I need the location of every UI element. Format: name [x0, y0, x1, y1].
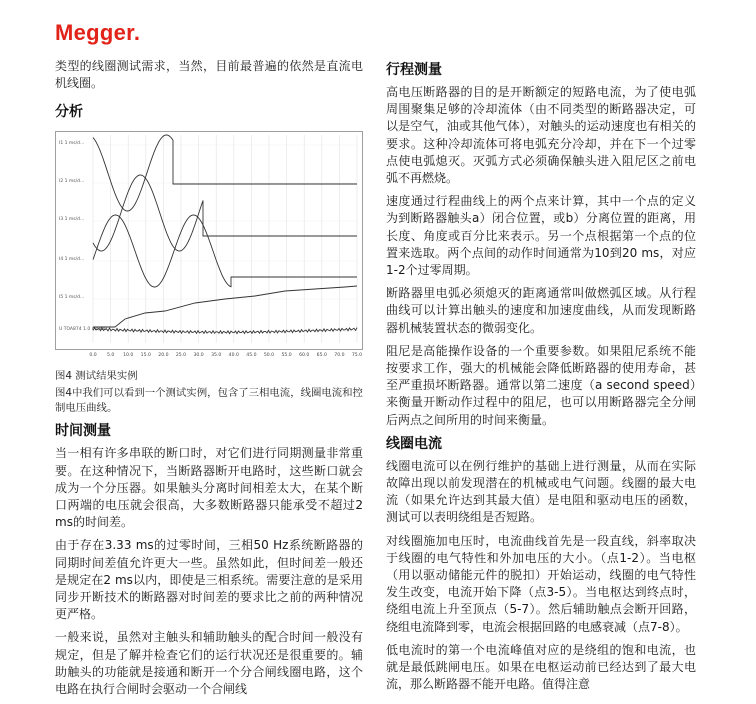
x-axis-ticks	[89, 352, 362, 358]
figure-caption-title: 图4 测试结果实例	[55, 370, 138, 383]
timing-paragraph-1: 当一相有许多串联的断口时，对它们进行同期测量非常重要。在这种情况下，当断路器断开电路时，这些断口就会成为一个分压器。如果触头分离时间相差太大，在某个断口两端的电压就会很高，大多数断路器只能承受不超过2 ms的时间差。	[55, 446, 363, 530]
x-tick-label: 35.0	[211, 353, 222, 359]
x-tick-label: 25.0	[175, 353, 187, 359]
test-result-figure	[55, 131, 363, 365]
x-tick-label: 20.0	[158, 353, 169, 359]
x-tick-label: 55.0	[281, 353, 292, 359]
x-tick-label: 0.0	[89, 353, 97, 359]
left-column	[55, 58, 363, 704]
travel-paragraph-2: 速度通过行程曲线上的两个点来计算，其中一个点的定义为到断路器触头a）闭合位置，或b）分离位置的距离，用长度、角度或百分比来表示。另一个点根据第一个点的位置来选取。两个点间的动作时间通常为10到20 ms，对应1-2个过零周期。	[386, 194, 696, 278]
trace-label: I5 1 ms/d...	[59, 295, 85, 301]
timing-paragraph-2: 由于存在3.33 ms的过零时间，三相50 Hz系统断路器的同期时间差值允许更大一些。虽然如此，但时间差一般还是规定在2 ms以内，即使是三相系统。需要注意的是采用同步开断技术的断路器对时间差的要求比之前的两种情况更严格。	[55, 538, 363, 622]
coil-paragraph-2: 对线圈施加电压时，电流曲线首先是一段直线，斜率取决于线圈的电气特性和外加电压的大小。（点1-2）。当电枢（用以驱动储能元件的脱扣）开始运动，线圈的电气特性发生改变，电流开始下降（点3-5）。当电枢达到终点时，绕组电流上升至顶点（5-7）。然后辅助触点会断开回路，绕组电流降到零，电流会根据回路的电感衰减（点7-8）。	[386, 533, 696, 634]
trace-label: I1 1 ms/d...	[59, 141, 85, 147]
x-tick-label: 75.0	[351, 353, 363, 359]
logo-text: Megger	[55, 20, 134, 45]
travel-paragraph-1: 高电压断路器的目的是开断额定的短路电流，为了使电弧周围聚集足够的冷却流体（由不同类型的断路器决定，可以是空气，油或其他气体），对触头的运动速度也有相关的要求。这种冷却流体可将电弧充分冷却，并在下一个过零点使电弧熄灭。灭弧方式必须确保触头进入阻尼区之前电弧不再燃烧。	[386, 85, 696, 186]
x-tick-label: 65.0	[316, 353, 327, 359]
x-tick-label: 40.0	[228, 353, 239, 359]
waveform-plot	[55, 131, 363, 365]
trace-label: I3 1 ms/d...	[59, 217, 85, 223]
timing-paragraph-3: 一般来说，虽然对主触头和辅助触头的配合时间一般没有规定，但是了解并检查它们的运行状况还是很重要的。辅助触头的功能就是接通和断开一个分合闸线圈电路，这个电路在执行合闸时会驱动一个合闸线	[55, 630, 363, 697]
trace-label: I2 1 ms/d...	[59, 179, 85, 185]
analysis-heading: 分析	[55, 104, 83, 121]
x-tick-label: 30.0	[193, 353, 204, 359]
x-tick-label: 50.0	[263, 353, 275, 359]
x-tick-label: 45.0	[246, 353, 257, 359]
travel-paragraph-3: 断路器里电弧必须熄灭的距离通常叫做燃弧区域。从行程曲线可以计算出触头的速度和加速度曲线，从而发现断路器机械装置状态的微弱变化。	[386, 286, 696, 335]
x-tick-label: 15.0	[140, 353, 151, 359]
x-tick-label: 70.0	[334, 353, 345, 359]
travel-paragraph-4: 阻尼是高能操作设备的一个重要参数。如果阻尼系统不能按要求工作，强大的机械能会降低断路器的使用寿命，甚至严重损坏断路器。通常以第二速度（a second speed）来衡量开断动作过程中的阻尼，也可以用断路器完全分闸后两点之间所用的时间来衡量。	[386, 343, 696, 427]
timing-heading: 时间测量	[55, 423, 111, 440]
right-column	[386, 58, 696, 700]
trace-label: I4 1 ms/d...	[59, 257, 85, 263]
x-tick-label: 10.0	[123, 353, 134, 359]
coil-paragraph-3: 低电流时的第一个电流峰值对应的是绕组的饱和电流，也就是最低跳闸电压。如果在电枢运动前已经达到了最大电流，那么断路器不能开电路。值得注意	[386, 642, 696, 692]
travel-heading: 行程测量	[386, 62, 442, 78]
coil-heading: 线圈电流	[386, 435, 442, 452]
megger-logo	[55, 20, 140, 46]
figure-caption-text: 图4中我们可以看到一个测试实例，包含了三相电流，线圈电流和控制电压曲线。	[55, 387, 363, 415]
logo-dot: .	[133, 20, 141, 45]
x-tick-label: 60.0	[299, 353, 310, 359]
x-tick-label: 5.0	[106, 353, 115, 359]
coil-paragraph-1: 线圈电流可以在例行维护的基础上进行测量，从而在实际故障出现以前发现潜在的机械或电气问题。线圈的最大电流（如果允许达到其最大值）是电阻和驱动电压的函数，测试可以表明绕组是否短路。	[386, 458, 696, 525]
intro-paragraph: 类型的线圈测试需求，当然，目前最普遍的依然是直流电机线圈。	[55, 59, 363, 91]
trace-label: U TOA874 1.0 ms/div	[59, 327, 107, 333]
